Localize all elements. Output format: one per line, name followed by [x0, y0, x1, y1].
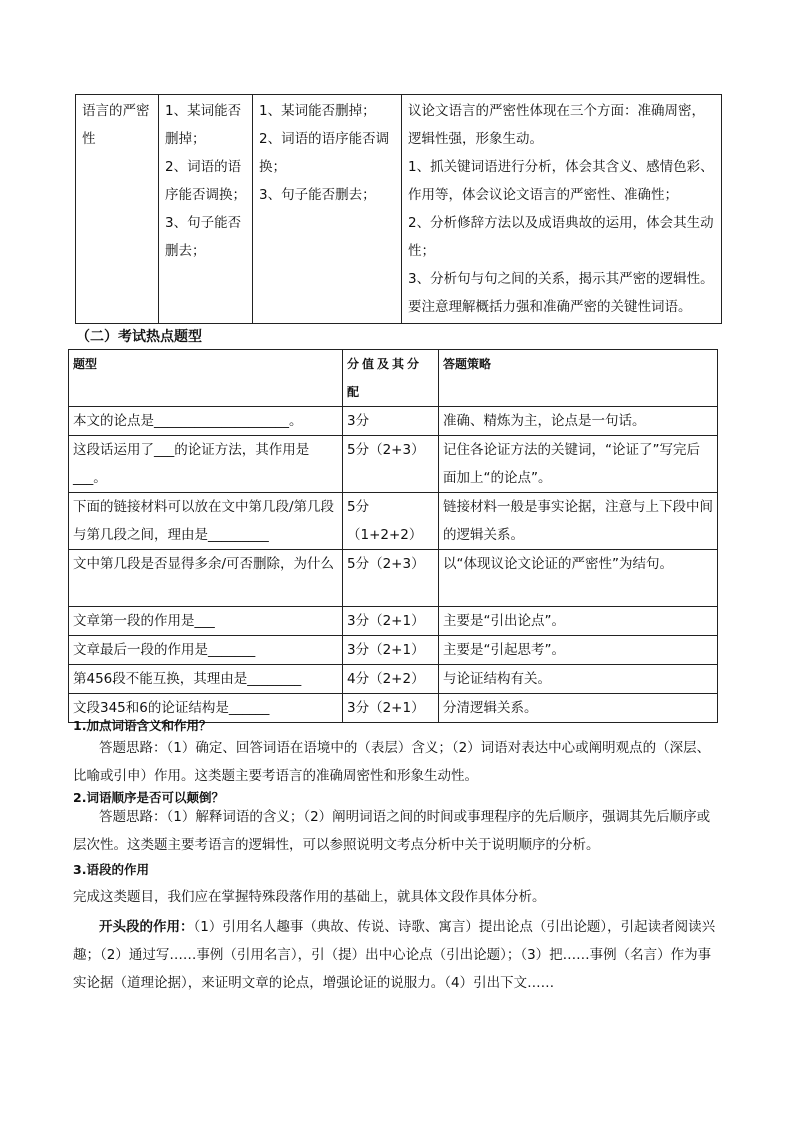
questions-cell: [253, 95, 402, 324]
question-score: 3分（2+1）: [343, 636, 439, 665]
question-type: 第456段不能互换，其理由是________: [69, 665, 343, 694]
question-strategy: 以“体现议论文论证的严密性”为结句。: [439, 550, 718, 607]
header-score: 分值及其分配: [343, 350, 439, 407]
question-type: 文中第几段是否显得多余/可否删除，为什么: [69, 550, 343, 607]
table-row: [69, 550, 718, 607]
question-score: 5分（1+2+2）: [343, 493, 439, 550]
question-score: 5分（2+3）: [343, 436, 439, 493]
question-type: 下面的链接材料可以放在文中第几段/第几段与第几段之间，理由是_________: [69, 493, 343, 550]
topic-label: 语言的严密性: [82, 103, 150, 147]
table-row: [69, 436, 718, 493]
hot-question-table: [68, 349, 718, 723]
points-cell: [159, 95, 253, 324]
question-item: 1、某词能否删掉；: [259, 103, 376, 119]
question-strategy: 与论证结构有关。: [439, 665, 718, 694]
section-heading-paragraph-function: 3.语段的作用: [73, 862, 149, 877]
question-score: 3分（2+1）: [343, 607, 439, 636]
section-heading-word-order: 2.词语顺序是否可以颠倒？: [73, 790, 224, 805]
question-strategy: 主要是“引出论点”。: [439, 607, 718, 636]
question-strategy: 记住各论证方法的关键词，“论证了”写完后面加上“的论点”。: [439, 436, 718, 493]
table-row: [69, 636, 718, 665]
question-score: 5分（2+3）: [343, 550, 439, 607]
table-row: [69, 607, 718, 636]
question-strategy: 准确、精炼为主，论点是一句话。: [439, 407, 718, 436]
question-score: 3分（2+1）: [343, 694, 439, 723]
table-row: [69, 407, 718, 436]
question-score: 4分（2+2）: [343, 665, 439, 694]
method-item: 议论文语言的严密性体现在三个方面：准确周密，逻辑性强，形象生动。: [408, 103, 705, 147]
question-strategy: 链接材料一般是事实论据，注意与上下段中间的逻辑关系。: [439, 493, 718, 550]
paragraph-word-order: 答题思路：（1）解释词语的含义；（2）阐明词语之间的时间或事理程序的先后顺序，强调其先后顺序或层次性。这类题主要考语言的逻辑性，可以参照说明文考点分析中关于说明顺序的分析。: [73, 809, 711, 853]
point-item: 3、句子能否删去；: [165, 215, 242, 259]
table-row: [69, 493, 718, 550]
header-type: 题型: [69, 350, 343, 407]
question-strategy: 分清逻辑关系。: [439, 694, 718, 723]
header-strategy: 答题策略: [439, 350, 718, 407]
opening-function-label: 开头段的作用：: [99, 919, 194, 935]
table-row: [69, 665, 718, 694]
question-item: 2、词语的语序能否调换；: [259, 131, 390, 175]
paragraph-intro: 完成这类题目，我们应在掌握特殊段落作用的基础上，就具体文段作具体分析。: [73, 889, 546, 905]
question-item: 3、句子能否删去；: [259, 187, 376, 203]
point-item: 2、词语的语序能否调换；: [165, 159, 246, 203]
question-score: 3分: [343, 407, 439, 436]
question-type: 文章最后一段的作用是_______: [69, 636, 343, 665]
paragraph-opening-function: [73, 913, 723, 997]
point-item: 1、某词能否删掉；: [165, 103, 242, 147]
opening-function-text: （1）引用名人趣事（典故、传说、诗歌、寓言）提出论点（引出论题），引起读者阅读兴趣；（2）通过写……事例（引用名言），引（提）出中心论点（引出论题）；（3）把……事例（名言）作为事实论据（道理论据），来证明文章的论点，增强论证的说服力。（4）引出下文……: [73, 919, 716, 991]
section-title-hot-questions: （二）考试热点题型: [76, 329, 202, 345]
question-type: 文章第一段的作用是___: [69, 607, 343, 636]
method-cell: [402, 95, 722, 324]
table-header-row: [69, 350, 718, 407]
section-heading-word-meaning: 1.加点词语含义和作用？: [73, 718, 212, 733]
topic-cell: [76, 95, 159, 324]
question-type: 这段话运用了___的论证方法，其作用是___。: [69, 436, 343, 493]
language-rigor-table: [75, 94, 722, 324]
method-item: 2、分析修辞方法以及成语典故的运用，体会其生动性；: [408, 215, 714, 259]
question-type: 文段345和6的论证结构是______: [69, 694, 343, 723]
method-item: 3、分析句与句之间的关系，揭示其严密的逻辑性。要注意理解概括力强和准确严密的关键性词语。: [408, 271, 714, 315]
question-type: 本文的论点是____________________。: [69, 407, 343, 436]
question-strategy: 主要是“引起思考”。: [439, 636, 718, 665]
paragraph-word-meaning: 答题思路：（1）确定、回答词语在语境中的（表层）含义；（2）词语对表达中心或阐明观点的（深层、比喻或引申）作用。这类题主要考语言的准确周密性和形象生动性。: [73, 740, 711, 784]
method-item: 1、抓关键词语进行分析，体会其含义、感情色彩、作用等，体会议论文语言的严密性、准确性；: [408, 159, 714, 203]
